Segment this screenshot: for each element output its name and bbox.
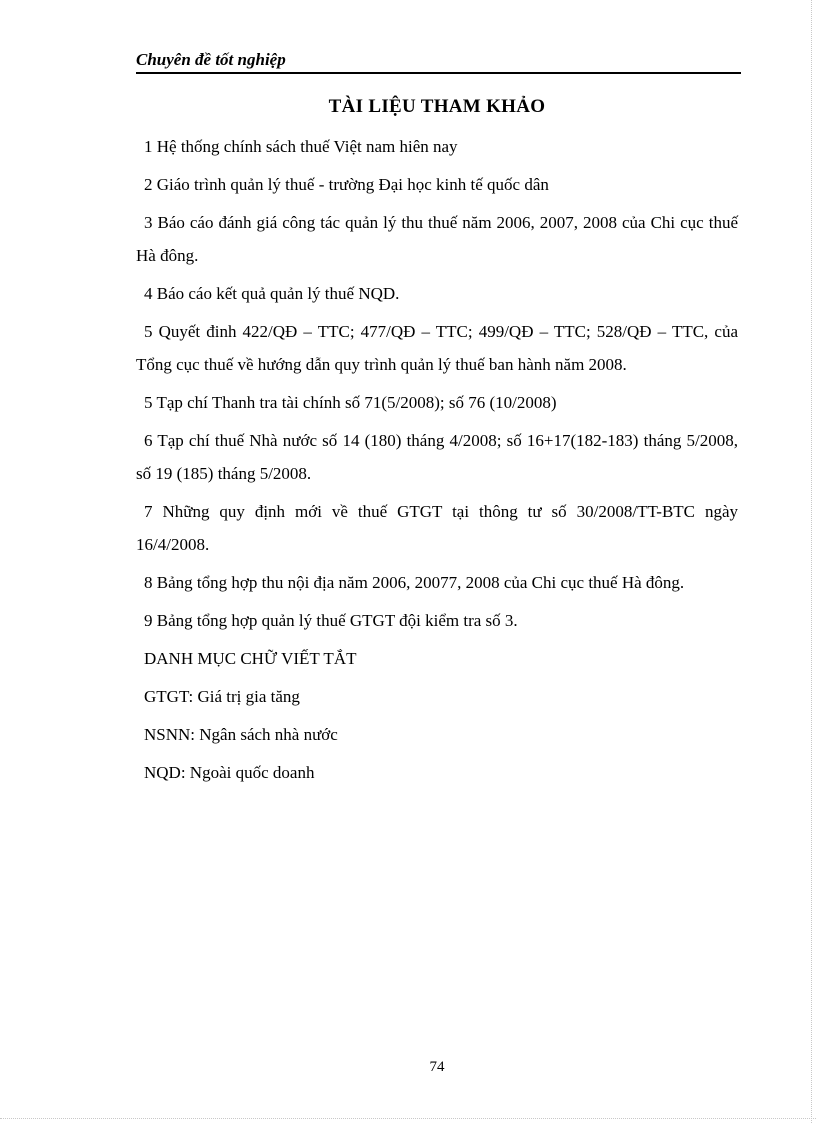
abbreviation-list bbox=[136, 680, 738, 789]
page-content bbox=[136, 94, 738, 794]
reference-item-5: 5 Quyết đinh 422/QĐ – TTC; 477/QĐ – TTC; 499/QĐ – TTC; 528/QĐ – TTC, của Tổng cục thuế về hướng dẫn quy trình quản lý thuế ban hành năm 2008. bbox=[136, 322, 738, 374]
header-title: Chuyên đề tốt nghiệp bbox=[136, 50, 286, 69]
reference-item-6: 5 Tạp chí Thanh tra tài chính số 71(5/2008); số 76 (10/2008) bbox=[144, 393, 557, 412]
reference-item-4: 4 Báo cáo kết quả quản lý thuế NQD. bbox=[144, 284, 400, 303]
reference-list bbox=[136, 130, 738, 637]
reference-item-1: 1 Hệ thống chính sách thuế Việt nam hiên nay bbox=[144, 137, 458, 156]
reference-item-3: 3 Báo cáo đánh giá công tác quản lý thu thuế năm 2006, 2007, 2008 của Chi cục thuế Hà đông. bbox=[136, 213, 738, 265]
abbreviations-heading: DANH MỤC CHỮ VIẾT TẮT bbox=[144, 649, 357, 668]
reference-item-10: 9 Bảng tổng hợp quản lý thuế GTGT đội kiểm tra số 3. bbox=[144, 611, 518, 630]
page-edge-bottom bbox=[0, 1118, 816, 1119]
reference-item-8: 7 Những quy định mới về thuế GTGT tại thông tư số 30/2008/TT-BTC ngày 16/4/2008. bbox=[136, 502, 738, 554]
reference-item-2: 2 Giáo trình quản lý thuế - trường Đại học kinh tế quốc dân bbox=[144, 175, 549, 194]
reference-item-9: 8 Bảng tổng hợp thu nội địa năm 2006, 20077, 2008 của Chi cục thuế Hà đông. bbox=[144, 573, 685, 592]
page-header bbox=[136, 50, 741, 74]
reference-item-7: 6 Tạp chí thuế Nhà nước số 14 (180) tháng 4/2008; số 16+17(182-183) tháng 5/2008, số 19 (185) tháng 5/2008. bbox=[136, 431, 738, 483]
page-number: 74 bbox=[429, 1059, 445, 1075]
abbreviation-item-gtgt: GTGT: Giá trị gia tăng bbox=[144, 687, 300, 706]
abbreviation-item-nsnn: NSNN: Ngân sách nhà nước bbox=[144, 725, 338, 744]
page-edge-right bbox=[811, 0, 812, 1123]
abbreviation-item-nqd: NQD: Ngoài quốc doanh bbox=[144, 763, 315, 782]
document-title: TÀI LIỆU THAM KHẢO bbox=[328, 96, 546, 117]
